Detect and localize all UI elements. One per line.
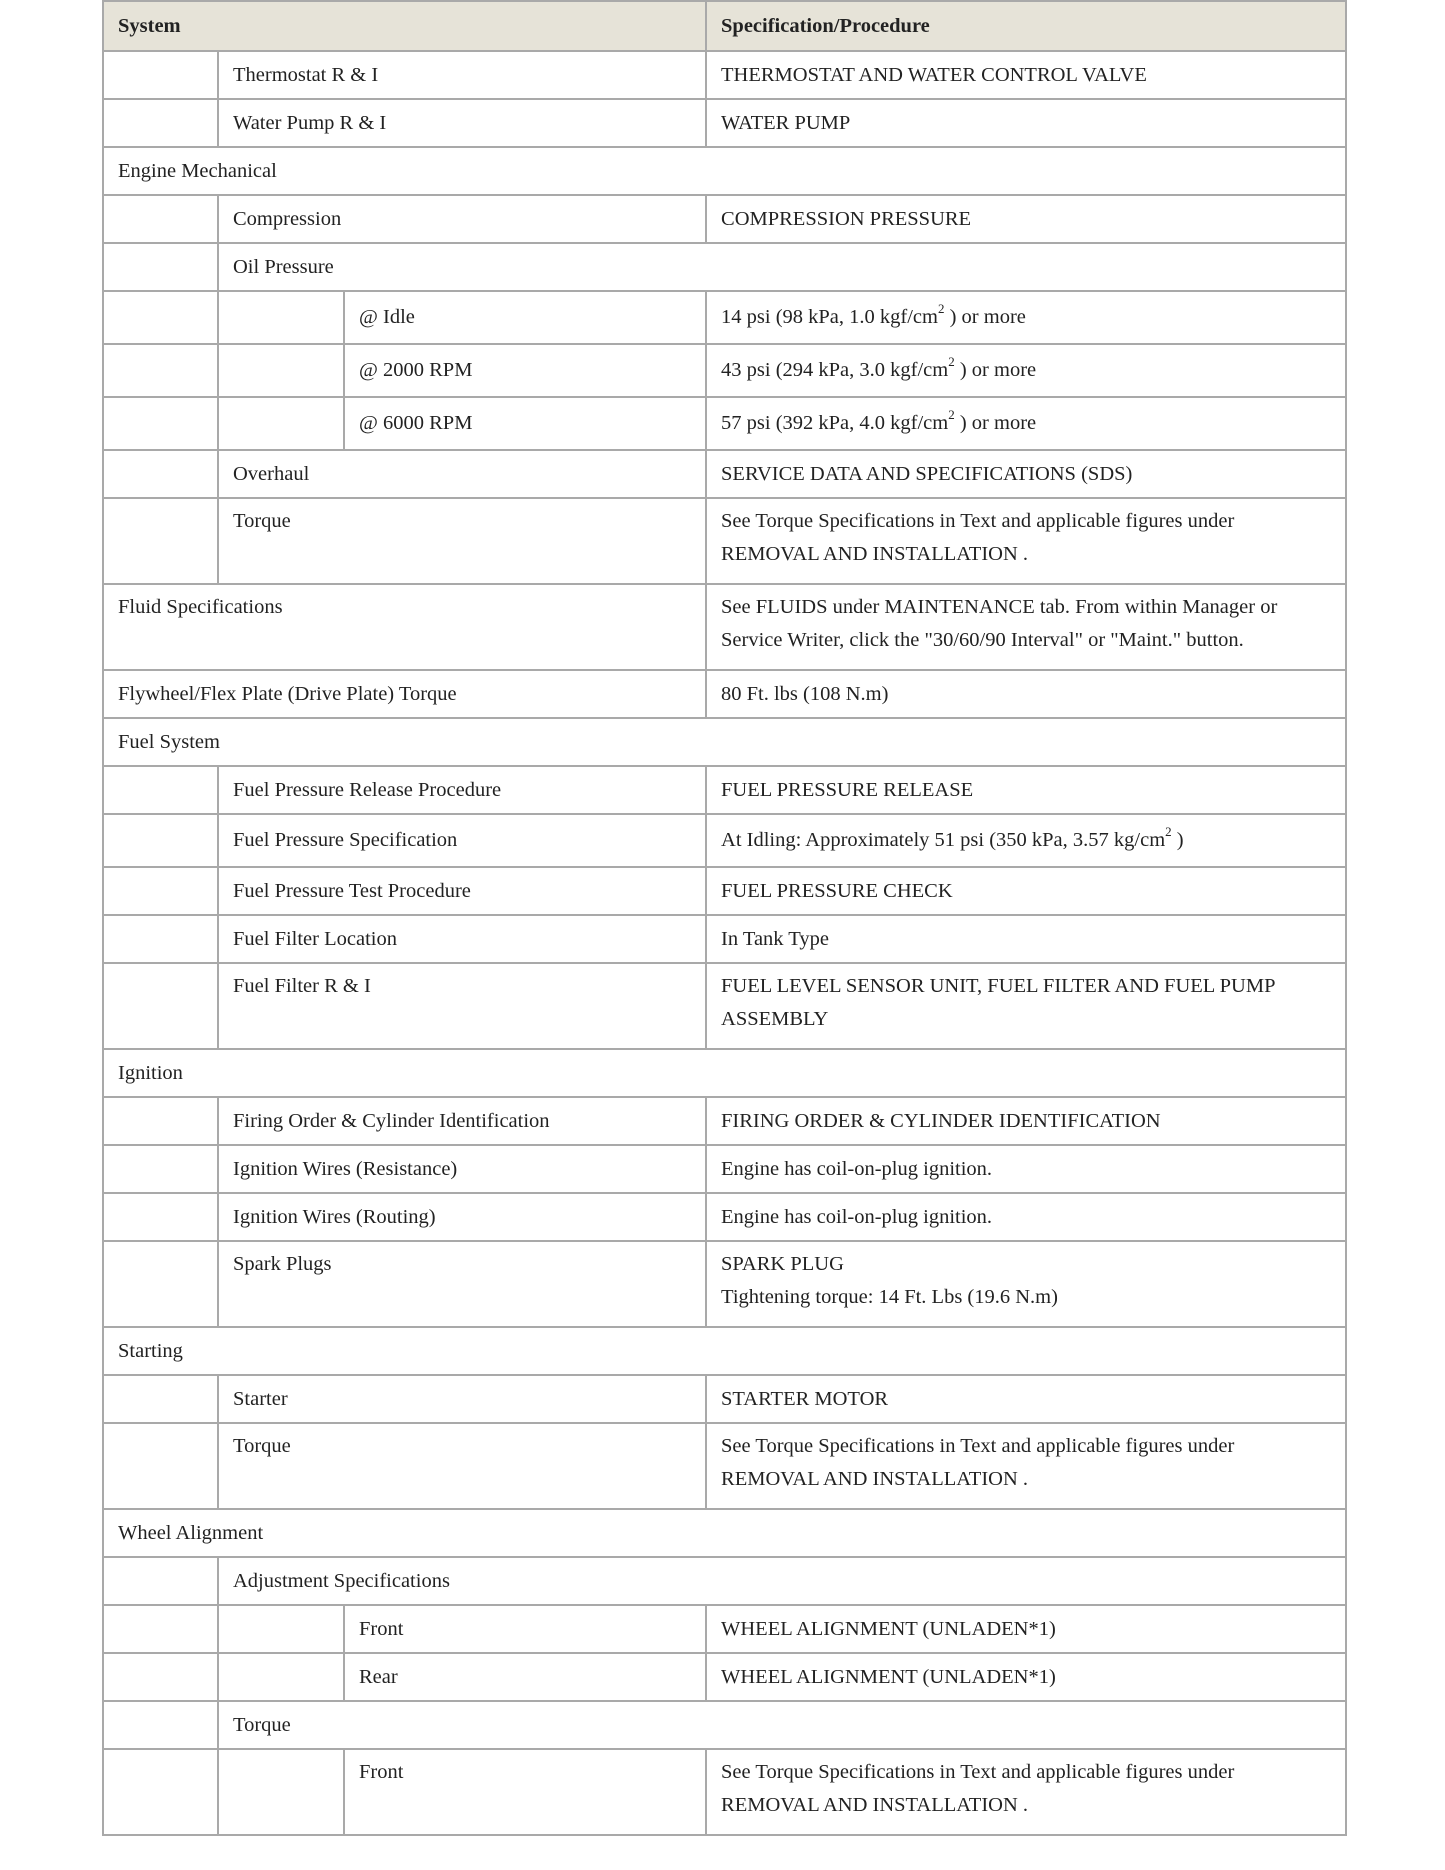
spec-value-suffix: ) or more [944,306,1026,328]
table-row [103,397,1346,450]
table-row [103,1145,1346,1193]
spec-value-text: WHEEL ALIGNMENT (UNLADEN*1) [721,1665,1056,1688]
indent-cell [103,1097,218,1145]
system-item-label: Spark Plugs [218,1241,706,1327]
system-item-label: Front [344,1605,706,1653]
spec-value-cell [706,814,1346,867]
table-row [103,814,1346,867]
spec-value-cell [706,766,1346,814]
specifications-table [102,0,1347,1836]
spec-value-text: FUEL LEVEL SENSOR UNIT, FUEL FILTER AND FUEL PUMP [721,975,1276,997]
system-item-label: Front [344,1749,706,1835]
system-item-label: Firing Order & Cylinder Identification [218,1097,706,1145]
system-item-label: Thermostat R & I [218,51,706,99]
spec-value-line2: ASSEMBLY [721,1008,829,1030]
indent-cell [103,867,218,915]
spec-value-text: Engine has coil-on-plug ignition. [721,1157,993,1180]
indent-cell [103,1375,218,1423]
system-item-label: Ignition Wires (Routing) [218,1193,706,1241]
spec-value-cell [706,397,1346,450]
spec-value-line2: Service Writer, click the "30/60/90 Interval" or "Maint." button. [721,629,1244,651]
spec-value-suffix: ) or more [954,359,1037,381]
indent-cell [103,397,218,450]
indent-cell [103,1749,218,1835]
spec-value-text: THERMOSTAT AND WATER CONTROL VALVE [721,63,1147,86]
spec-value-cell [706,99,1346,147]
table-row [103,498,1346,584]
indent-cell [218,1653,344,1701]
spec-value-text: 43 psi (294 kPa, 3.0 kgf/cm [721,359,949,381]
indent-cell [103,1557,218,1605]
indent-cell [103,1605,218,1653]
table-row [103,344,1346,397]
indent-cell [103,963,218,1049]
indent-cell [103,498,218,584]
table-row [103,1241,1346,1327]
system-item-label: Compression [218,195,706,243]
spec-value-text: 14 psi (98 kPa, 1.0 kgf/cm [721,306,938,328]
spec-value-cell [706,1193,1346,1241]
spec-value-cell [706,498,1346,584]
spec-value-line2: REMOVAL AND INSTALLATION . [721,543,1029,565]
spec-value-text: FUEL PRESSURE RELEASE [721,778,974,801]
system-section-label: Fluid Specifications [103,584,706,670]
spec-value-cell [706,51,1346,99]
system-section-label: Starting [103,1327,1346,1375]
spec-value-cell [706,291,1346,344]
indent-cell [103,1241,218,1327]
table-row [103,584,1346,670]
system-item-label: Torque [218,498,706,584]
system-item-label: Fuel Filter R & I [218,963,706,1049]
indent-cell [218,1605,344,1653]
system-section-label: Wheel Alignment [103,1509,1346,1557]
spec-value-text: In Tank Type [721,927,829,950]
spec-value-text: See Torque Specifications in Text and applicable figures under [721,510,1235,532]
spec-value-cell [706,195,1346,243]
spec-value-text: STARTER MOTOR [721,1387,889,1410]
table-row [103,1701,1346,1749]
table-row [103,963,1346,1049]
spec-value-text: WATER PUMP [721,111,851,134]
spec-value-cell [706,670,1346,718]
indent-cell [103,291,218,344]
spec-value-cell [706,1749,1346,1835]
spec-value-cell [706,450,1346,498]
spec-column-header: Specification/Procedure [706,1,1346,51]
system-item-label: Starter [218,1375,706,1423]
spec-value-text: Engine has coil-on-plug ignition. [721,1205,993,1228]
system-item-label: Water Pump R & I [218,99,706,147]
spec-value-cell [706,584,1346,670]
indent-cell [103,1701,218,1749]
system-item-label: @ 6000 RPM [344,397,706,450]
indent-cell [103,450,218,498]
system-item-label: Fuel Pressure Test Procedure [218,867,706,915]
table-row [103,1327,1346,1375]
indent-cell [103,915,218,963]
superscript-exponent: 2 [948,407,955,423]
spec-value-cell [706,1653,1346,1701]
spec-value-cell [706,1605,1346,1653]
spec-value-cell [706,1375,1346,1423]
system-item-label: Overhaul [218,450,706,498]
spec-value-text: SERVICE DATA AND SPECIFICATIONS (SDS) [721,462,1133,485]
table-row [103,1193,1346,1241]
spec-value-cell [706,915,1346,963]
indent-cell [218,397,344,450]
table-row [103,1097,1346,1145]
system-section-label: Engine Mechanical [103,147,1346,195]
table-row [103,1423,1346,1509]
system-section-label: Fuel System [103,718,1346,766]
indent-cell [103,1653,218,1701]
table-row [103,915,1346,963]
system-item-label: @ Idle [344,291,706,344]
spec-value-text: See Torque Specifications in Text and applicable figures under [721,1435,1235,1457]
header-row [103,1,1346,51]
indent-cell [103,344,218,397]
system-item-label: Torque [218,1701,1346,1749]
table-row [103,243,1346,291]
spec-value-cell [706,1423,1346,1509]
superscript-exponent: 2 [948,354,955,370]
indent-cell [103,1423,218,1509]
spec-value-line2: REMOVAL AND INSTALLATION . [721,1468,1029,1490]
spec-value-cell [706,1145,1346,1193]
spec-value-text: WHEEL ALIGNMENT (UNLADEN*1) [721,1617,1056,1640]
spec-value-line2: Tightening torque: 14 Ft. Lbs (19.6 N.m) [721,1286,1058,1308]
indent-cell [218,344,344,397]
spec-value-text: COMPRESSION PRESSURE [721,207,972,230]
spec-value-cell [706,344,1346,397]
table-row [103,867,1346,915]
indent-cell [218,1749,344,1835]
system-item-label: Ignition Wires (Resistance) [218,1145,706,1193]
spec-value-suffix: ) [1171,829,1184,851]
spec-value-text: See FLUIDS under MAINTENANCE tab. From within Manager or [721,596,1278,618]
superscript-exponent: 2 [937,301,945,317]
spec-value-cell [706,1097,1346,1145]
system-item-label: Fuel Pressure Specification [218,814,706,867]
indent-cell [103,814,218,867]
indent-cell [103,51,218,99]
indent-cell [103,243,218,291]
table-row [103,1605,1346,1653]
spec-value-text: FIRING ORDER & CYLINDER IDENTIFICATION [721,1109,1161,1132]
specifications-body [103,51,1346,1835]
system-item-label: Rear [344,1653,706,1701]
table-row [103,147,1346,195]
superscript-exponent: 2 [1165,824,1172,840]
system-section-label: Flywheel/Flex Plate (Drive Plate) Torque [103,670,706,718]
table-row [103,1557,1346,1605]
table-row [103,450,1346,498]
spec-value-cell [706,867,1346,915]
table-row [103,99,1346,147]
spec-value-cell [706,1241,1346,1327]
system-item-label: Torque [218,1423,706,1509]
table-row [103,1749,1346,1835]
table-row [103,195,1346,243]
indent-cell [103,1193,218,1241]
spec-value-text: SPARK PLUG [721,1253,844,1275]
indent-cell [103,99,218,147]
spec-value-line2: REMOVAL AND INSTALLATION . [721,1794,1029,1816]
system-item-label: Fuel Pressure Release Procedure [218,766,706,814]
indent-cell [103,766,218,814]
table-row [103,718,1346,766]
table-row [103,1049,1346,1097]
spec-value-text: At Idling: Approximately 51 psi (350 kPa, 3.57 kg/cm [721,829,1166,851]
system-item-label: Oil Pressure [218,243,1346,291]
table-row [103,1653,1346,1701]
table-row [103,1509,1346,1557]
table-row [103,670,1346,718]
indent-cell [218,291,344,344]
table-row [103,291,1346,344]
table-row [103,766,1346,814]
system-item-label: @ 2000 RPM [344,344,706,397]
spec-value-text: 80 Ft. lbs (108 N.m) [721,682,889,705]
indent-cell [103,1145,218,1193]
spec-value-cell [706,963,1346,1049]
table-row [103,1375,1346,1423]
table-row [103,51,1346,99]
system-column-header: System [103,1,706,51]
indent-cell [103,195,218,243]
system-item-label: Adjustment Specifications [218,1557,1346,1605]
spec-value-suffix: ) or more [954,412,1037,434]
spec-value-text: FUEL PRESSURE CHECK [721,879,953,902]
system-item-label: Fuel Filter Location [218,915,706,963]
system-section-label: Ignition [103,1049,1346,1097]
spec-value-text: See Torque Specifications in Text and applicable figures under [721,1761,1235,1783]
spec-value-text: 57 psi (392 kPa, 4.0 kgf/cm [721,412,949,434]
